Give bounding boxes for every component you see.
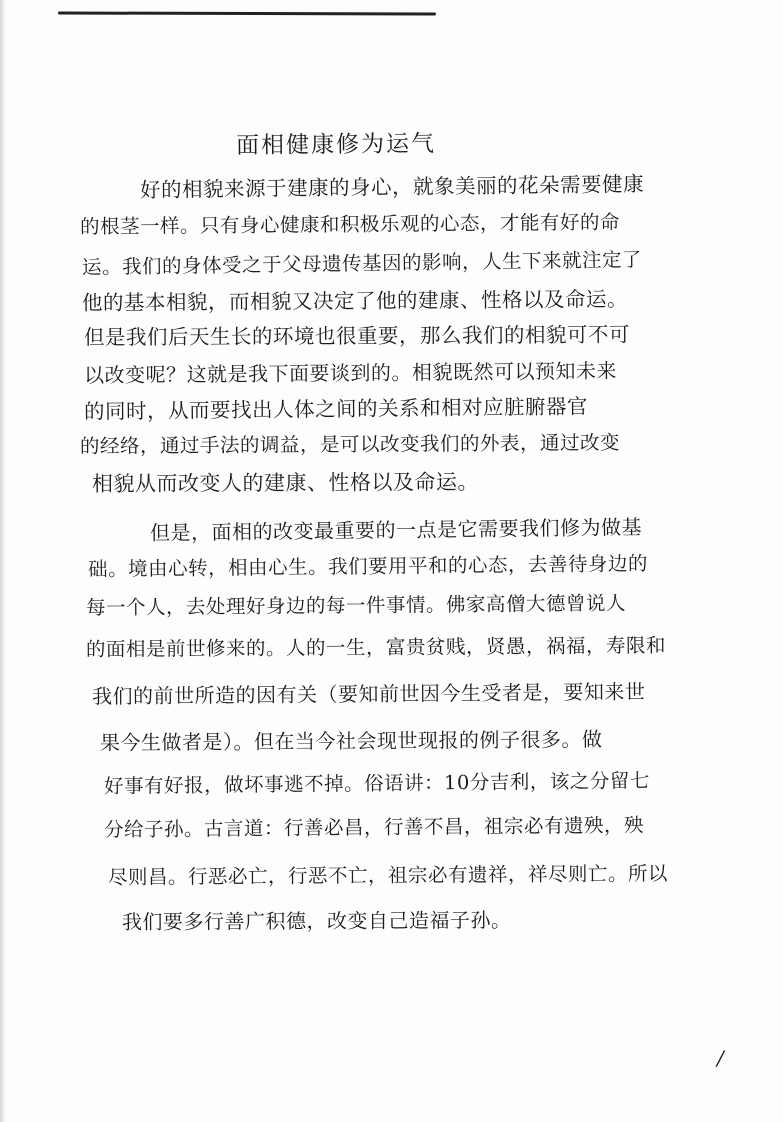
text-line: 运。我们的身体受之于父母遗传基因的影响，人生下来就注定了 [81, 248, 643, 279]
text-line: 的根茎一样。只有身心健康和积极乐观的心态，才能有好的命 [79, 210, 621, 239]
scan-edge-shadow [0, 0, 6, 1122]
text-line: 分给子孙。古言道：行善必昌，行善不昌，祖宗必有遗殃，殃 [103, 813, 645, 842]
text-line: 的面相是前世修来的。人的一生，富贵贫贱，贤愚，祸福，寿限和 [85, 633, 667, 662]
page-number: / [717, 1046, 724, 1070]
page-title: 面相健康修为运气 [235, 130, 437, 160]
text-line: 好的相貌来源于建康的身心，就象美丽的花朵需要健康 [139, 171, 645, 203]
text-line: 的经络，通过手法的调益，是可以改变我们的外表，通过改变 [79, 431, 621, 458]
top-rule-line [58, 12, 436, 16]
text-line: 相貌从而改变人的建康、性格以及命运。 [91, 469, 480, 497]
text-line: 以改变呢？这就是我下面要谈到的。相貌既然可以预知未来 [83, 358, 618, 388]
text-line: 果今生做者是）。但在当今社会现世现报的例子很多。做 [99, 727, 603, 755]
text-line: 每一个人，去处理好身边的每一件事情。佛家高僧大德曾说人 [85, 591, 627, 620]
text-line: 我们的前世所造的因有关（要知前世因今生受者是，要知来世 [91, 679, 646, 709]
text-line: 尽则昌。行恶必亡，行恶不亡，祖宗必有遗祥，祥尽则亡。所以 [107, 862, 669, 889]
text-line: 但是，面相的改变最重要的一点是它需要我们修为做基 [149, 514, 643, 546]
text-line: 他的基本相貌，而相貌又决定了他的建康、性格以及命运。 [81, 287, 629, 315]
text-line: 好事有好报，做坏事逃不掉。俗语讲：10分吉利，该之分留七 [103, 769, 650, 798]
text-line: 的同时，从而要找出人体之间的关系和相对应脏腑器官 [83, 394, 589, 424]
text-line: 我们要多行善广积德，改变自己造福子孙。 [121, 907, 512, 935]
text-line: 础。境由心转，相由心生。我们要用平和的心态，去善待身边的 [87, 552, 649, 581]
text-line: 但是我们后天生长的环境也很重要，那么我们的相貌可不可 [83, 322, 631, 350]
